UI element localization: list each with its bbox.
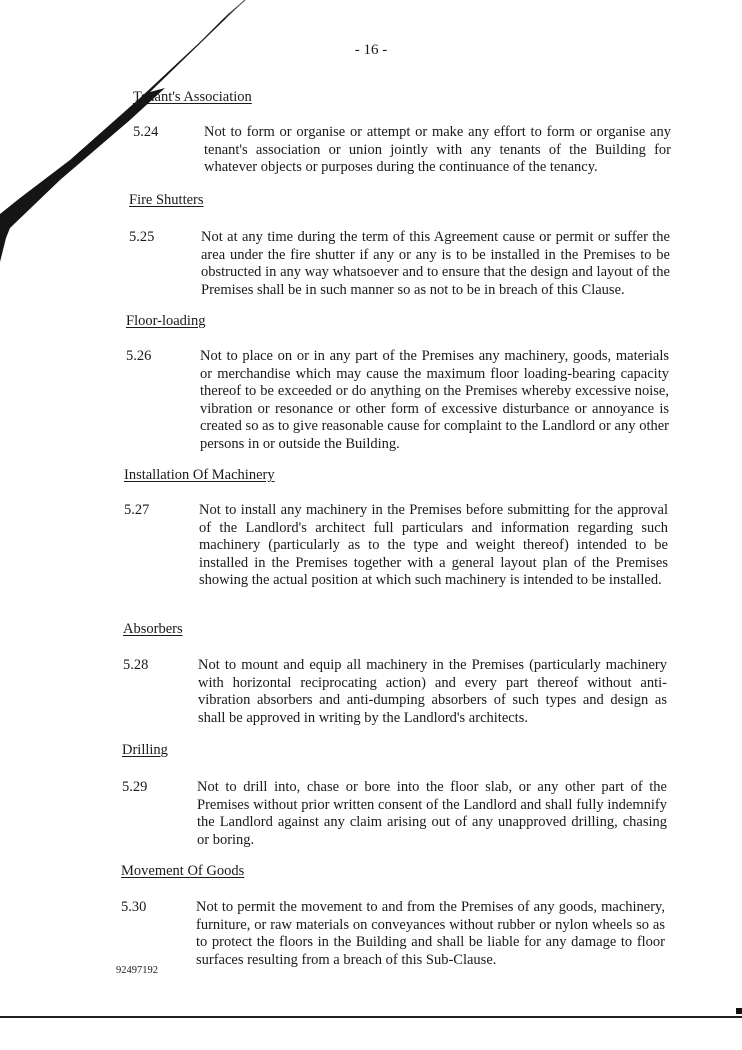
clause-text: Not to install any machinery in the Premises before submitting for the approval of the Landlord's architect full particulars and information regarding such machinery (particularly as to the type and weight thereof) intended to be installed in the Premises together with a general layout plan of the Premises showing the actual position at which such machinery is intended to be installed.	[199, 502, 668, 589]
section-heading-fire-shutters: Fire Shutters	[129, 192, 204, 208]
section-heading-floor-loading: Floor-loading	[126, 313, 206, 329]
page-bottom-edge	[0, 1016, 742, 1018]
clause-number: 5.24	[133, 124, 159, 140]
section-heading-tenants-association: Tenant's Association	[133, 89, 252, 105]
section-heading-absorbers: Absorbers	[123, 621, 183, 637]
page-number: - 16 -	[354, 42, 388, 58]
clause-number: 5.26	[126, 348, 152, 364]
clause-number: 5.30	[121, 899, 147, 915]
clause-number: 5.27	[124, 502, 150, 518]
clause-text: Not to drill into, chase or bore into the floor slab, or any other part of the Premises without prior written consent of the Landlord and shall fully indemnify the Landlord against any claim arising out of any unapproved drilling, chasing or boring.	[197, 779, 667, 848]
scan-corner-mark	[736, 1008, 742, 1014]
clause-text: Not to place on or in any part of the Premises any machinery, goods, materials or merchandise which may cause the maximum floor loading-bearing capacity thereof to be exceeded or do anything on the Premises whereby excessive noise, vibration or resonance or other form of excessive disturbance or annoyance is created so as to give reasonable cause for complaint to the Landlord or any other persons in or outside the Building.	[200, 348, 669, 452]
section-heading-installation-of-machinery: Installation Of Machinery	[124, 467, 275, 483]
clause-number: 5.29	[122, 779, 148, 795]
section-heading-movement-of-goods: Movement Of Goods	[121, 863, 245, 879]
clause-text: Not at any time during the term of this Agreement cause or permit or suffer the area under the fire shutter if any or any is to be installed in the Premises to be obstructed in any way whatsoever and to ensure that the design and layout of the Premises shall be in such manner so as not to be in breach of this Clause.	[201, 229, 670, 298]
clause-text: Not to form or organise or attempt or make any effort to form or organise any tenant's association or union jointly with any tenants of the Building for whatever objects or purposes during the continuance of the tenancy.	[204, 124, 671, 176]
clause-text: Not to mount and equip all machinery in the Premises (particularly machinery with horizontal reciprocating action) and every part thereof without anti-vibration absorbers and anti-dumping absorbers of such types and design as shall be approved in writing by the Landlord's architects.	[198, 657, 667, 726]
clause-number: 5.25	[129, 229, 155, 245]
document-reference: 92497192	[116, 965, 158, 976]
clause-text: Not to permit the movement to and from the Premises of any goods, machinery, furniture, or raw materials on conveyances without rubber or nylon wheels so as to protect the floors in the Building and shall be liable for any damage to floor surfaces resulting from a breach of this Sub-Clause.	[196, 899, 665, 968]
section-heading-drilling: Drilling	[122, 742, 168, 758]
clause-number: 5.28	[123, 657, 149, 673]
